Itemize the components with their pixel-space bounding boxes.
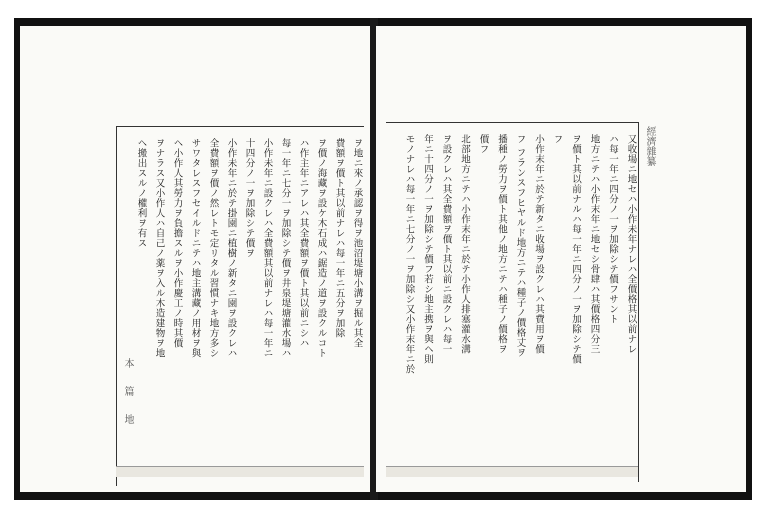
text-column: フ フランスフヒヤルド地方ニテハ種子ノ價格丈ヲ xyxy=(514,134,526,358)
text-column: 地方ニテハ小作末年ニ地セシ骨肆ハ其價格四分三 xyxy=(588,134,600,354)
text-column: ハ作主年ニアレハ其全費額ヲ價ト其以前ニシハ xyxy=(297,138,309,348)
book-spread xyxy=(14,18,752,500)
text-column: ヘ搬出スルノ權利ヲ有ス xyxy=(135,138,147,248)
footer-mark: 篇 xyxy=(122,386,133,396)
text-column: 年ニ十四分ノ一ヲ加除シテ價フ若シ地主携ヲ與ヘ則 xyxy=(422,134,433,364)
footer-mark: 地 xyxy=(122,414,133,424)
text-column: 北部地方ニテハ小作末年ニ於テ小作人排塞灌水溝 xyxy=(459,134,470,354)
text-column: ハ每一年ニ四分ノ一ヲ加除シテ價フサント xyxy=(607,134,618,324)
text-column: 費額ヲ價ト其以前ナレハ每一年ニ五分ヲ加除 xyxy=(333,138,345,338)
text-column: サワタレスフセイルドニテハ地主溝藏ノ用材ヲ與 xyxy=(189,138,201,358)
text-column: モノナレハ每一年ニ七分ノ一ヲ加除シ又小作末年ニ於 xyxy=(403,134,415,374)
text-column: ヲ價ノ海藏ヲ設ケ木石成ハ鋸造ノ道ヲ設クルコト xyxy=(315,138,327,358)
right-page xyxy=(376,26,746,492)
text-column: 又收場ニ地セハ小作未年ナレハ全價格其以前ナレ xyxy=(625,134,637,354)
text-column: 小作末年ニ於テ新タニ收場ヲ設クレハ其費用ヲ價 xyxy=(533,134,544,354)
footer-mark: 本 xyxy=(122,358,133,368)
text-column: ヲナラス又小作人ハ自己ノ薬ヲ入ル木造建物ヲ地 xyxy=(153,138,165,358)
text-column: 小作未年ニ於テ掛園ニ植樹ノ新タニ園ヲ設クレハ xyxy=(225,138,237,358)
text-column: 小作未年ニ設クレハ全費額其以前ナレハ每一年ニ xyxy=(261,138,273,358)
text-column: 全費額ヲ價ノ然レトモ定リタル習慣ナキ地方多シ xyxy=(207,138,219,358)
text-column: ヲ地ニ來ノ承認ヲ得ヲ池沼堤塘小溝ヲ掘ル其全 xyxy=(351,138,363,348)
left-margin-rule xyxy=(116,126,117,486)
text-column: 價フ xyxy=(477,134,489,154)
text-column: フ xyxy=(551,134,563,144)
bottom-band xyxy=(116,466,364,477)
bottom-band xyxy=(386,466,638,477)
left-page xyxy=(20,26,372,492)
right-margin-rule xyxy=(638,122,639,482)
top-rule xyxy=(386,122,638,123)
top-rule xyxy=(116,126,364,127)
text-column: 十四分ノ一ヲ加除シテ價ヲ xyxy=(243,138,255,258)
header-mark: 經濟雜纂 xyxy=(644,126,655,166)
text-column: ヲ價ト其以前ナルハ每一年ニ四分ノ一ヲ加除シテ價 xyxy=(570,134,581,364)
text-column: ヲ設クレハ其全費額ヲ價ト其以前ニ設クレハ每一 xyxy=(440,134,452,354)
text-column: ヘ小作人其勞力ヲ負擔スルヲ小作慶工ノ時其價 xyxy=(171,138,183,348)
text-column: 播種ノ勞力ヲ價ト其他ノ地方ニテハ種子ノ價格ヲ xyxy=(496,134,507,354)
text-column: 每一年ニ七分一ヲ加除シテ價ヲ井泉堤塘灌水場ハ xyxy=(279,138,291,358)
